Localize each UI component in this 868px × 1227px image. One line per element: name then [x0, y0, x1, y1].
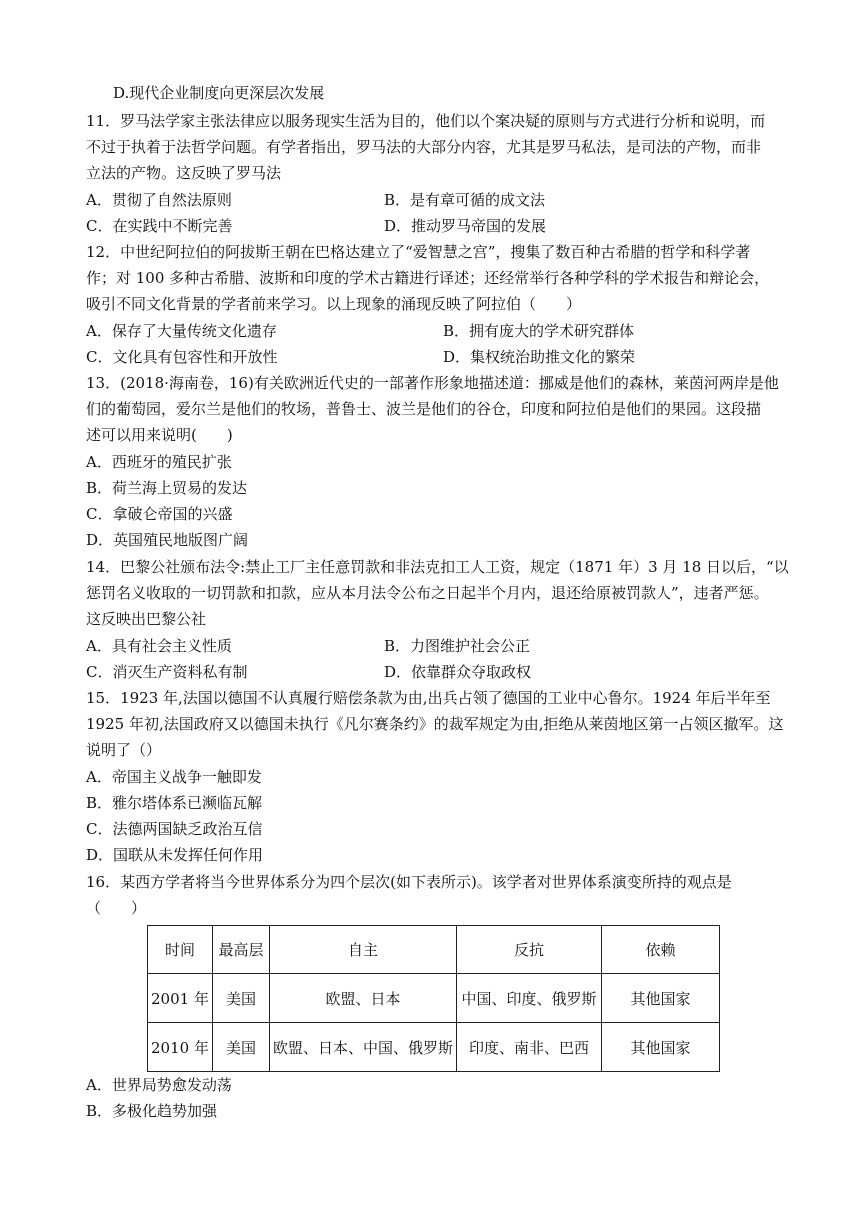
q13-option-d: D．英国殖民地版图广阔	[86, 531, 249, 549]
q15-option-b: B．雅尔塔体系已濒临瓦解	[86, 794, 263, 812]
table-cell: 2001 年	[148, 974, 213, 1023]
q14-stem-line-1: 14．巴黎公社颁布法令:禁止工厂主任意罚款和非法克扣工人工资，规定（1871 年）3 月 18 日以后，“以	[86, 558, 789, 576]
q15-stem-line-2: 1925 年初,法国政府又以德国未执行《凡尔赛条约》的裁军规定为由,拒绝从莱茵地区第一占领区撤军。这	[86, 715, 784, 733]
q14-option-c: C．消灭生产资料私有制	[86, 663, 248, 681]
table-row	[148, 974, 720, 1023]
q15-stem-line-3: 说明了（）	[86, 741, 162, 759]
q12-stem-line-1: 12．中世纪阿拉伯的阿拔斯王朝在巴格达建立了“爱智慧之宫”，搜集了数百种古希腊的哲学和科学著	[86, 243, 751, 261]
q14-stem-line-2: 惩罚名义收取的一切罚款和扣款，应从本月法令公布之日起半个月内，退还给原被罚款人”，违者严惩。	[86, 584, 769, 602]
q16-stem-line-2: （ ）	[86, 899, 147, 917]
q16-option-b: B．多极化趋势加强	[86, 1102, 218, 1120]
q11-option-b: B．是有章可循的成文法	[384, 191, 546, 209]
q13-option-a: A．西班牙的殖民扩张	[86, 453, 232, 471]
table-cell: 欧盟、日本、中国、俄罗斯	[270, 1023, 457, 1072]
q13-option-b: B．荷兰海上贸易的发达	[86, 479, 248, 497]
world-system-table	[147, 925, 720, 1072]
q16-option-a: A．世界局势愈发动荡	[86, 1076, 232, 1094]
table-header-cell: 反抗	[457, 926, 602, 974]
q16-stem-line-1: 16．某西方学者将当今世界体系分为四个层次(如下表所示)。该学者对世界体系演变所持的观点是	[86, 873, 732, 891]
q11-option-d: D．推动罗马帝国的发展	[384, 217, 547, 235]
q13-stem-line-1: 13．(2018·海南卷，16)有关欧洲近代史的一部著作形象地描述道：挪威是他们的森林，莱茵河两岸是他	[86, 374, 779, 392]
q11-option-c: C．在实践中不断完善	[86, 217, 233, 235]
q12-option-a: A．保存了大量传统文化遗存	[86, 322, 277, 340]
table-header-cell: 最高层	[213, 926, 270, 974]
q15-option-c: C．法德两国缺乏政治互信	[86, 820, 263, 838]
table-cell: 印度、南非、巴西	[457, 1023, 602, 1072]
q11-stem-line-3: 立法的产物。这反映了罗马法	[86, 164, 282, 182]
table-cell: 2010 年	[148, 1023, 213, 1072]
table-header-cell: 自主	[270, 926, 457, 974]
q13-stem-line-2: 们的葡萄园，爱尔兰是他们的牧场，普鲁士、波兰是他们的谷仓，印度和阿拉伯是他们的果园。这段描	[86, 400, 762, 418]
q12-option-d: D．集权统治助推文化的繁荣	[443, 348, 636, 366]
table-header-cell: 依赖	[602, 926, 720, 974]
table-cell: 美国	[213, 1023, 270, 1072]
table-cell: 欧盟、日本	[270, 974, 457, 1023]
table-row	[148, 1023, 720, 1072]
q15-option-a: A．帝国主义战争一触即发	[86, 768, 262, 786]
q11-stem-line-1: 11．罗马法学家主张法律应以服务现实生活为目的，他们以个案决疑的原则与方式进行分析和说明，而	[86, 112, 766, 130]
q12-stem-line-2: 作；对 100 多种古希腊、波斯和印度的学术古籍进行译述；还经常举行各种学科的学术报告和辩论会，	[86, 269, 770, 287]
q11-option-a: A．贯彻了自然法原则	[86, 191, 232, 209]
q12-option-b: B．拥有庞大的学术研究群体	[443, 322, 635, 340]
table-header-cell: 时间	[148, 926, 213, 974]
table-cell: 中国、印度、俄罗斯	[457, 974, 602, 1023]
q14-option-d: D．依靠群众夺取政权	[384, 663, 532, 681]
q13-stem-line-3: 述可以用来说明( )	[86, 426, 233, 444]
table-cell: 其他国家	[602, 974, 720, 1023]
q14-option-a: A．具有社会主义性质	[86, 637, 232, 655]
q15-stem-line-1: 15．1923 年,法国以德国不认真履行赔偿条款为由,出兵占领了德国的工业中心鲁尔。1924 年后半年至	[86, 689, 771, 707]
q15-option-d: D．国联从未发挥任何作用	[86, 846, 264, 864]
q10-option-d: D.现代企业制度向更深层次发展	[113, 84, 325, 102]
table-header-row	[148, 926, 720, 974]
table-cell: 其他国家	[602, 1023, 720, 1072]
q14-option-b: B．力图维护社会公正	[384, 637, 531, 655]
q13-option-c: C．拿破仑帝国的兴盛	[86, 505, 233, 523]
q12-option-c: C．文化具有包容性和开放性	[86, 348, 278, 366]
q11-stem-line-2: 不过于执着于法哲学问题。有学者指出，罗马法的大部分内容，尤其是罗马私法，是司法的产物，而非	[86, 138, 762, 156]
q12-stem-line-3: 吸引不同文化背景的学者前来学习。以上现象的涌现反映了阿拉伯（ ）	[86, 295, 582, 313]
table-cell: 美国	[213, 974, 270, 1023]
q14-stem-line-3: 这反映出巴黎公社	[86, 610, 207, 628]
